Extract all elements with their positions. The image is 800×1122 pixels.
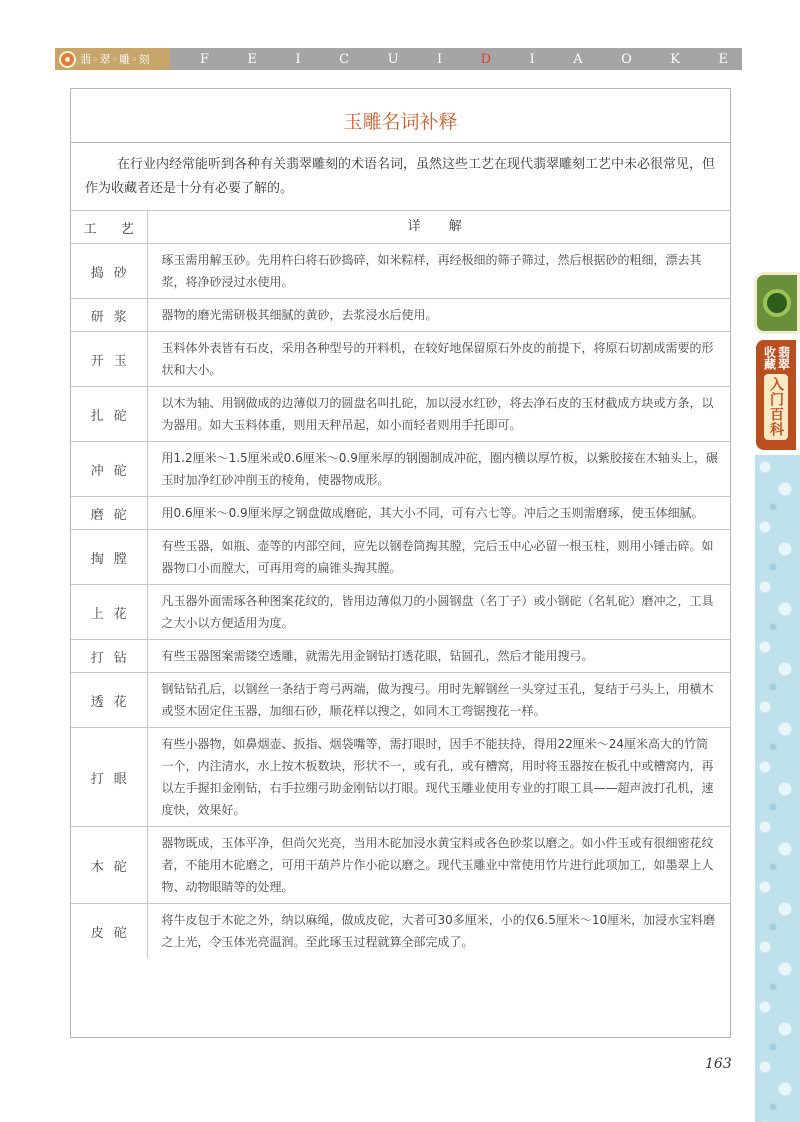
table-row [71,442,730,497]
table-header-row [71,211,730,244]
term-cell: 打眼 [71,728,147,827]
header-letter: E [247,51,258,67]
page-title: 玉雕名词补释 [343,111,458,133]
desc-cell: 用1.2厘米～1.5厘米或0.6厘米～0.9厘米厚的钢圈制成冲砣，圈内横以厚竹板，以紫胶接在木轴头上，碾玉时加净红砂冲削玉的棱角，使器物成形。 [147,442,730,497]
floral-pattern-strip [755,455,800,1122]
desc-cell: 有些小器物，如鼻烟壶、扳指、烟袋嘴等，需打眼时，因手不能扶持，得用22厘米～24厘米高大的竹筒一个，内注清水，水上按木板数块，形状不一，或有孔，或有槽窝，用时将玉器按在板孔中或槽窝内，再以左手握扣金刚钻，右手拉绷弓助金刚钻以打眼。现代玉雕业使用专业的打眼工具——超声波打孔机，速度快，效果好。 [147,728,730,827]
title-divider [71,142,730,143]
desc-cell: 用0.6厘米～0.9厘米厚之钢盘做成磨砣，其大小不同，可有六七等。冲后之玉则需磨琢，使玉体细腻。 [147,497,730,530]
header-letter-highlight: D [480,51,492,67]
header-letter: I [529,51,535,67]
header-letters [170,52,742,67]
side-tab [756,340,796,450]
table-row [71,530,730,585]
desc-cell: 有些玉器，如瓶、壶等的内部空间，应先以钢卷筒掏其膛，完后玉中心必留一根玉柱，则用小锤击碎。如器物口小而膛大，可再用弯的扁锥头掏其膛。 [147,530,730,585]
term-cell: 皮砣 [71,904,147,959]
table-row [71,673,730,728]
table-row [71,827,730,904]
desc-cell: 有些玉器图案需镂空透雕，就需先用金钢钻打透花眼，钻圆孔，然后才能用搜弓。 [147,640,730,673]
flower-icon [59,51,76,68]
table-row [71,585,730,640]
running-header [55,48,742,70]
desc-cell: 凡玉器外面需琢各种图案花纹的，皆用边薄似刀的小圆钢盘（名丁子）或小钢砣（名轧砣）磨冲之，工具之大小以方便适用为度。 [147,585,730,640]
term-cell: 扎砣 [71,387,147,442]
ring-shape [763,289,791,317]
header-letter: K [670,51,680,67]
desc-cell: 玉料体外表皆有石皮，采用各种型号的开料机，在较好地保留原石外皮的前提下，将原石切割成需要的形状和大小。 [147,332,730,387]
table-row [71,497,730,530]
header-desc: 详 解 [147,211,730,244]
jade-ring-icon [754,272,800,334]
term-cell: 上花 [71,585,147,640]
term-cell: 透花 [71,673,147,728]
term-cell: 开玉 [71,332,147,387]
header-letter: C [339,51,350,67]
table-row [71,904,730,959]
desc-cell: 琢玉需用解玉砂。先用杵臼将石砂捣碎，如米粽样，再经极细的筛子筛过，然后根据砂的粗细，漂去其浆，将净砂浸过水使用。 [147,244,730,299]
term-cell: 磨砣 [71,497,147,530]
term-cell: 研浆 [71,299,147,332]
side-tab-text-2: 翡翠 [776,346,791,370]
glossary-table [71,210,730,958]
header-letter: F [200,51,210,67]
term-cell: 木砣 [71,827,147,904]
table-row [71,728,730,827]
table-row [71,244,730,299]
table-row [71,640,730,673]
table-row [71,332,730,387]
desc-cell: 钢钻钻孔后，以钢丝一条结于弯弓两端，做为搜弓。用时先解钢丝一头穿过玉孔，复结于弓头上，用横木或竖木固定住玉器，加细石砂，顺花样以搜之，如同木工弯锯搜花一样。 [147,673,730,728]
term-cell: 打钻 [71,640,147,673]
intro-paragraph: 在行业内经常能听到各种有关翡翠雕刻的术语名词，虽然这些工艺在现代翡翠雕刻工艺中未必很常见，但作为收藏者还是十分有必要了解的。 [85,157,716,196]
term-cell: 捣砂 [71,244,147,299]
desc-cell: 以木为轴、用钢做成的边薄似刀的圆盘名叫扎砣，加以浸水红砂，将去净石皮的玉材截成方块或方条，以为器用。如大玉料体重，则用天秤吊起，如小而轻者则用手托即可。 [147,387,730,442]
table-row [71,299,730,332]
header-letter: E [718,51,728,67]
desc-cell: 器物的磨光需研极其细腻的黄砂，去浆浸水后使用。 [147,299,730,332]
content-box [70,88,731,1038]
header-letter: U [387,51,399,67]
glossary-body [71,244,730,959]
page-number: 163 [705,1056,732,1072]
desc-cell: 将牛皮包于木砣之外，纳以麻绳，做成皮砣，大者可30多厘米，小的仅6.5厘米～10厘米，加浸水宝料磨之上光，令玉体光亮温润。至此琢玉过程就算全部完成了。 [147,904,730,959]
series-label: 翡◦翠◦雕◦刻 [80,53,151,66]
header-letter: I [437,51,443,67]
header-term: 工 艺 [71,211,147,244]
side-tab-bottom: 入门百科 [764,374,788,440]
term-cell: 冲砣 [71,442,147,497]
series-badge [55,48,170,70]
header-letter: I [295,51,301,67]
term-cell: 掏膛 [71,530,147,585]
header-letter: A [573,51,583,67]
header-letter: O [621,51,632,67]
side-tab-top [763,346,790,370]
table-row [71,387,730,442]
desc-cell: 器物既成，玉体平净，但尚欠光亮，当用木砣加浸水黄宝料或各色砂浆以磨之。如小件玉或有很细密花纹者，不能用木砣磨之，可用干葫芦片作小砣以磨之。现代玉雕业中常使用竹片进行此项加工，如墨翠上人物、动物眼睛等的处理。 [147,827,730,904]
side-tab-text-1: 收藏 [762,346,777,370]
